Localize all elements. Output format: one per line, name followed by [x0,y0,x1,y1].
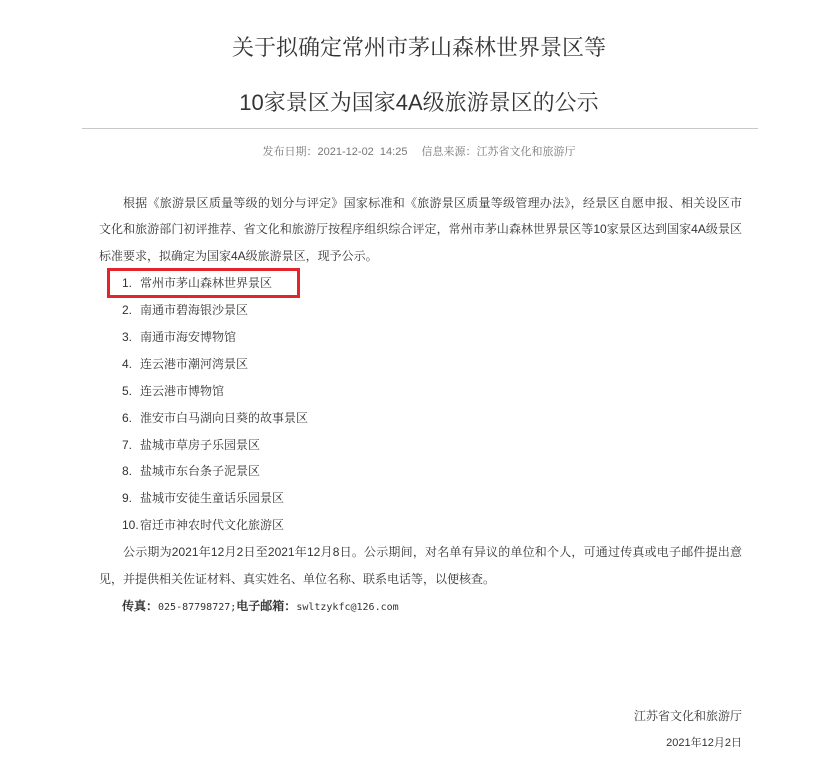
list-item-name: 连云港市博物馆 [140,383,225,398]
list-item-name: 南通市海安博物馆 [140,329,237,344]
title-line: 关于拟确定常州市茅山森林世界景区等 [231,35,606,60]
list-item-name: 盐城市草房子乐园景区 [140,437,261,452]
publish-date: 发布日期：2021-12-02 14:25 [262,146,408,158]
signature-org: 江苏省文化和旅游厅 [633,708,742,723]
info-source: 信息来源：江苏省文化和旅游厅 [421,146,576,158]
list-item-number: 9. [122,491,133,506]
list-item-number: 7. [122,437,133,452]
list-item-number: 10. [122,518,139,533]
list-item-number: 5. [122,383,133,398]
page-title [0,20,838,130]
list-item-number: 4. [122,356,133,371]
list-item [99,324,742,351]
title-divider [82,128,758,129]
list-item [99,270,742,297]
list-item [99,297,742,324]
list-item [99,432,742,459]
list-item-number: 6. [122,410,133,425]
email-label: 电子邮箱： [236,598,297,613]
list-item-number: 3. [122,329,133,344]
fax-number: 025-87798727; [158,601,237,613]
contact-line [99,593,742,620]
list-item-name: 常州市茅山森林世界景区 [140,276,273,291]
list-item [99,512,742,539]
list-item-name: 宿迁市神农时代文化旅游区 [140,518,285,533]
notice-paragraph [99,539,742,593]
fax-label: 传真： [122,598,159,613]
list-item-name: 南通市碧海银沙景区 [140,303,249,318]
intro-line: 文化和旅游部门初评推荐、省文化和旅游厅按程序组织综合评定，常州市茅山森林世界景区等10家景区达到国家4A级景区 [99,222,742,237]
title-line: 10家景区为国家4A级旅游景区的公示 [239,90,599,115]
intro-line: 根据《旅游景区质量等级的划分与评定》国家标准和《旅游景区质量等级管理办法》，经景区自愿申报、相关设区市 [123,195,742,210]
list-item-name: 连云港市潮河湾景区 [140,356,249,371]
list-item [99,458,742,485]
notice-line: 公示期为2021年12月2日至2021年12月8日。公示期间，对名单有异议的单位和个人，可通过传真或电子邮件提出意 [123,545,742,560]
scenic-area-list [99,270,742,539]
email-address: swltzykfc@126.com [296,601,399,613]
list-item-number: 8. [122,464,133,479]
list-item [99,351,742,378]
list-item-number: 2. [122,303,133,318]
article-body [99,190,742,620]
list-item [99,485,742,512]
list-item [99,378,742,405]
notice-line: 见，并提供相关佐证材料、真实姓名、单位名称、联系电话等，以便核查。 [99,571,496,586]
article-meta [0,142,838,162]
signature-date: 2021年12月2日 [666,736,742,749]
list-item [99,405,742,432]
intro-paragraph [99,190,742,271]
list-item-name: 盐城市东台条子泥景区 [140,464,261,479]
list-item-name: 盐城市安徒生童话乐园景区 [140,491,285,506]
signature-block [634,703,742,757]
list-item-number: 1. [122,276,133,291]
intro-line: 标准要求，拟确定为国家4A级旅游景区，现予公示。 [99,249,378,264]
list-item-name: 淮安市白马湖向日葵的故事景区 [140,410,309,425]
